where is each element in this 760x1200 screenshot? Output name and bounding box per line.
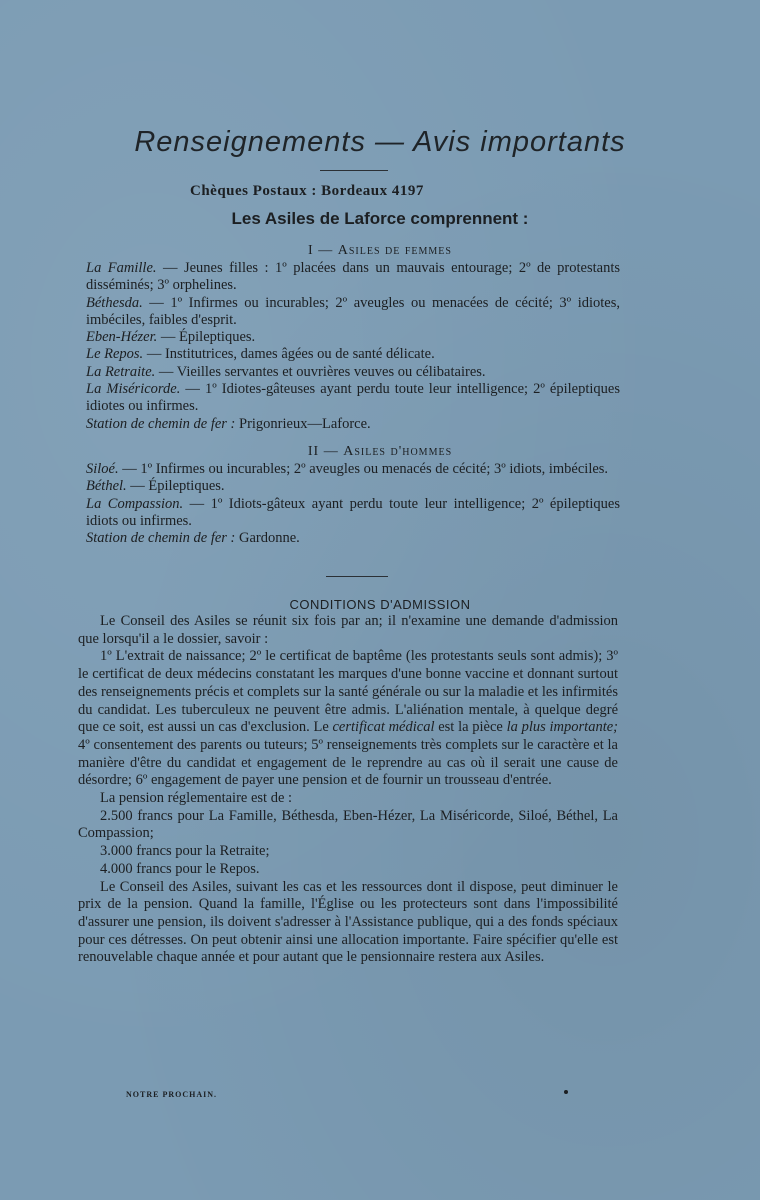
paragraph: La pension réglementaire est de :	[100, 790, 293, 807]
section-heading-men	[0, 444, 760, 460]
asylum-name: La Compassion.	[86, 495, 184, 512]
asylum-description: — Vieilles servantes et ouvrières veuves ou célibataires.	[155, 363, 486, 380]
print-mark	[564, 1090, 568, 1094]
asylum-name: Siloé.	[86, 461, 119, 477]
asylum-name: La Miséricorde.	[86, 381, 181, 398]
station-line	[86, 416, 620, 433]
list-item	[86, 346, 620, 363]
text-run-italic: certificat médical	[332, 719, 435, 736]
postal-cheques-line: Chèques Postaux : Bordeaux 4197	[190, 183, 424, 199]
page-title: Renseignements — Avis importants	[134, 126, 626, 158]
asylum-description: — Jeunes filles : 1º placées dans un mauvais entourage; 2º de protestants disséminés; 3º orphelines.	[86, 260, 621, 294]
list-item	[86, 496, 620, 531]
conditions-text	[78, 613, 618, 967]
station-line	[86, 530, 620, 547]
paragraph: 3.000 francs pour la Retraite;	[100, 843, 270, 860]
footer-imprint: NOTRE PROCHAIN.	[126, 1090, 218, 1099]
list-item	[86, 295, 620, 330]
asylum-description: — Épileptiques.	[157, 329, 256, 346]
subtitle: Les Asiles de Laforce comprennent :	[231, 209, 529, 228]
text-run-italic: la plus importante;	[506, 719, 618, 736]
station-name: Gardonne.	[235, 530, 300, 547]
paragraph	[78, 648, 618, 790]
text-run: 1º L'extrait de naissance; 2º le certificat de baptême (les protestants seuls sont admis); 3º le certificat de deux médecins constatant les marques d'une bonne vaccine et donnant surtout des renseignements précis et complets sur la santé générale ou sur la maladie et les infirmités du candidat. Les tuberculeux ne peuvent être admis. L'aliénation mentale, à quelque degré que ce soit, est aussi un cas d'exclusion. Le	[78, 648, 618, 736]
asylum-name: Eben-Hézer.	[86, 329, 158, 346]
text-run: 4º consentement des parents ou tuteurs; 5º renseignements très complets sur le caractère et la manière d'être du candidat et engagement de le reprendre au cas où il serait une cause de désordre; 6º engagement de payer une pension et de fournir un trousseau d'entrée.	[78, 736, 618, 789]
list-item	[86, 478, 620, 495]
asylum-name: Le Repos.	[86, 346, 144, 363]
title-underline	[320, 170, 388, 171]
asylum-name: Béthel.	[86, 478, 127, 495]
section-number: I —	[308, 243, 338, 258]
asylum-description: — 1º Idiotes-gâteuses ayant perdu toute leur intelligence; 2º épileptiques idiotes ou infirmes.	[86, 381, 620, 415]
section-label: Asiles de femmes	[337, 243, 452, 258]
section-label: Asiles d'hommes	[343, 444, 453, 459]
station-label: Station de chemin de fer :	[86, 530, 236, 547]
section-number: II —	[307, 444, 344, 459]
women-asylums-list	[86, 260, 620, 433]
station-name: Prigonrieux—Laforce.	[235, 415, 371, 432]
paragraph: Le Conseil des Asiles, suivant les cas et les ressources dont il dispose, peut diminuer le prix de la pension. Quand la famille, l'Église ou les protecteurs sont dans l'impossibilité d'assurer une pension, ils doivent s'adresser à l'Assistance publique, qui a des fonds spéciaux pour ces détresses. On peut obtenir ainsi une allocation importante. Faire spécifier qu'elle est renouvelable chaque année et pour autant que le pensionnaire restera aux Asiles.	[78, 878, 618, 966]
asylum-description: — 1º Infirmes ou incurables; 2º aveugles ou menacées de cécité; 3º idiotes, imbéciles, faibles d'esprit.	[86, 294, 620, 328]
list-item	[86, 329, 620, 346]
paragraph: Le Conseil des Asiles se réunit six fois par an; il n'examine une demande d'admission que lorsqu'il a le dossier, savoir :	[78, 613, 618, 647]
list-item	[86, 461, 620, 478]
station-label: Station de chemin de fer :	[86, 415, 236, 432]
text-run: est la pièce	[434, 719, 507, 736]
asylum-description: — Épileptiques.	[126, 478, 225, 495]
list-item	[86, 381, 620, 416]
asylum-description: — Institutrices, dames âgées ou de santé délicate.	[143, 346, 435, 363]
section-heading-women	[0, 243, 760, 259]
conditions-heading: CONDITIONS D'ADMISSION	[289, 597, 471, 612]
list-item	[86, 260, 620, 295]
paragraph: 2.500 francs pour La Famille, Béthesda, Eben-Hézer, La Miséricorde, Siloé, Béthel, La Compassion;	[78, 807, 618, 842]
men-asylums-list	[86, 461, 620, 547]
section-divider	[326, 576, 388, 577]
paragraph: 4.000 francs pour le Repos.	[100, 860, 260, 877]
asylum-name: La Famille.	[86, 260, 157, 276]
asylum-name: Béthesda.	[86, 294, 143, 311]
asylum-description: — 1º Infirmes ou incurables; 2º aveugles ou menacés de cécité; 3º idiots, imbéciles.	[118, 461, 609, 477]
asylum-description: — 1º Idiots-gâteux ayant perdu toute leur intelligence; 2º épileptiques idiots ou infirmes.	[86, 495, 620, 529]
list-item	[86, 364, 620, 381]
asylum-name: La Retraite.	[86, 363, 156, 380]
